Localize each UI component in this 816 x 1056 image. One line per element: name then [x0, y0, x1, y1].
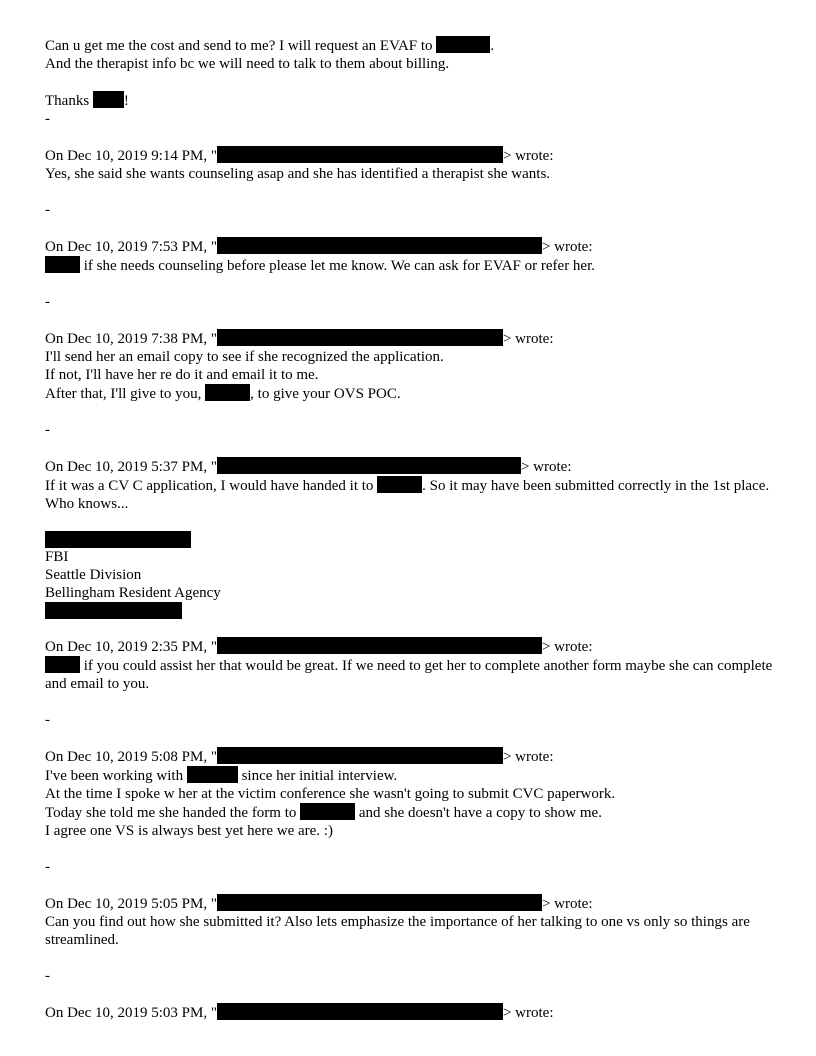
reply-header: On Dec 10, 2019 7:38 PM, " > wrote: [45, 331, 554, 347]
redaction-bar [45, 531, 191, 548]
redaction-bar [45, 656, 80, 673]
reply-body: if she needs counseling before please let me know. We can ask for EVAF or refer her. [45, 256, 785, 275]
redaction-bar [45, 602, 182, 619]
reply-header: On Dec 10, 2019 5:08 PM, " > wrote: [45, 749, 554, 765]
reply-body: Today she told me she handed the form to and she doesn't have a copy to show me. [45, 805, 602, 821]
reply-body: If not, I'll have her re do it and email it to me. [45, 367, 319, 383]
reply-body: At the time I spoke w her at the victim conference she wasn't going to submit CVC paperwork. [45, 786, 616, 802]
redaction-bar [217, 894, 542, 911]
reply-body: If it was a CV C application, I would have handed it to . So it may have been submitted correctly in the 1st place. Who knows... [45, 478, 770, 512]
reply-body: Yes, she said she wants counseling asap and she has identified a therapist she wants. [45, 166, 551, 182]
signature-org: FBI [45, 549, 69, 565]
separator: - [45, 712, 50, 728]
redaction-bar [377, 476, 422, 493]
redaction-bar [217, 637, 542, 654]
redaction-bar [217, 329, 503, 346]
separator: - [45, 294, 50, 310]
separator: - [45, 111, 50, 127]
reply-body: Can you find out how she submitted it? Also lets emphasize the importance of her talking to one vs only so things are streamlined. [45, 914, 750, 948]
signature-division: Seattle Division [45, 567, 142, 583]
redaction-bar [187, 766, 238, 783]
redaction-bar [217, 747, 503, 764]
redaction-bar [300, 803, 355, 820]
reply-body: I agree one VS is always best yet here we are. :) [45, 823, 333, 839]
redaction-bar [93, 91, 124, 108]
email-thread [45, 36, 785, 1022]
redaction-bar [217, 146, 503, 163]
redaction-bar [217, 237, 542, 254]
reply-header: On Dec 10, 2019 5:03 PM, " > wrote: [45, 1005, 554, 1021]
reply-header: On Dec 10, 2019 5:37 PM, " > wrote: [45, 459, 572, 475]
message-line: Can u get me the cost and send to me? I will request an EVAF to . [45, 38, 495, 54]
redaction-bar [217, 1003, 503, 1020]
signature-office: Bellingham Resident Agency [45, 585, 221, 601]
reply-body: if you could assist her that would be great. If we need to get her to complete another form maybe she can complete and email to you. [45, 658, 773, 692]
separator: - [45, 422, 50, 438]
reply-header: On Dec 10, 2019 5:05 PM, " > wrote: [45, 896, 593, 912]
redaction-bar [217, 457, 521, 474]
redaction-bar [436, 36, 490, 53]
reply-header: On Dec 10, 2019 2:35 PM, " > wrote: [45, 639, 593, 655]
message-line: And the therapist info bc we will need to talk to them about billing. [45, 56, 450, 72]
message-line: Thanks ! [45, 93, 129, 109]
reply-body: I'll send her an email copy to see if she recognized the application. [45, 349, 444, 365]
separator: - [45, 968, 50, 984]
reply-header: On Dec 10, 2019 9:14 PM, " > wrote: [45, 148, 554, 164]
reply-body: I've been working with since her initial interview. [45, 768, 398, 784]
separator: - [45, 859, 50, 875]
redaction-bar [205, 384, 250, 401]
reply-body: After that, I'll give to you, , to give your OVS POC. [45, 386, 401, 402]
separator: - [45, 202, 50, 218]
redaction-bar [45, 256, 80, 273]
reply-header: On Dec 10, 2019 7:53 PM, " > wrote: [45, 239, 593, 255]
